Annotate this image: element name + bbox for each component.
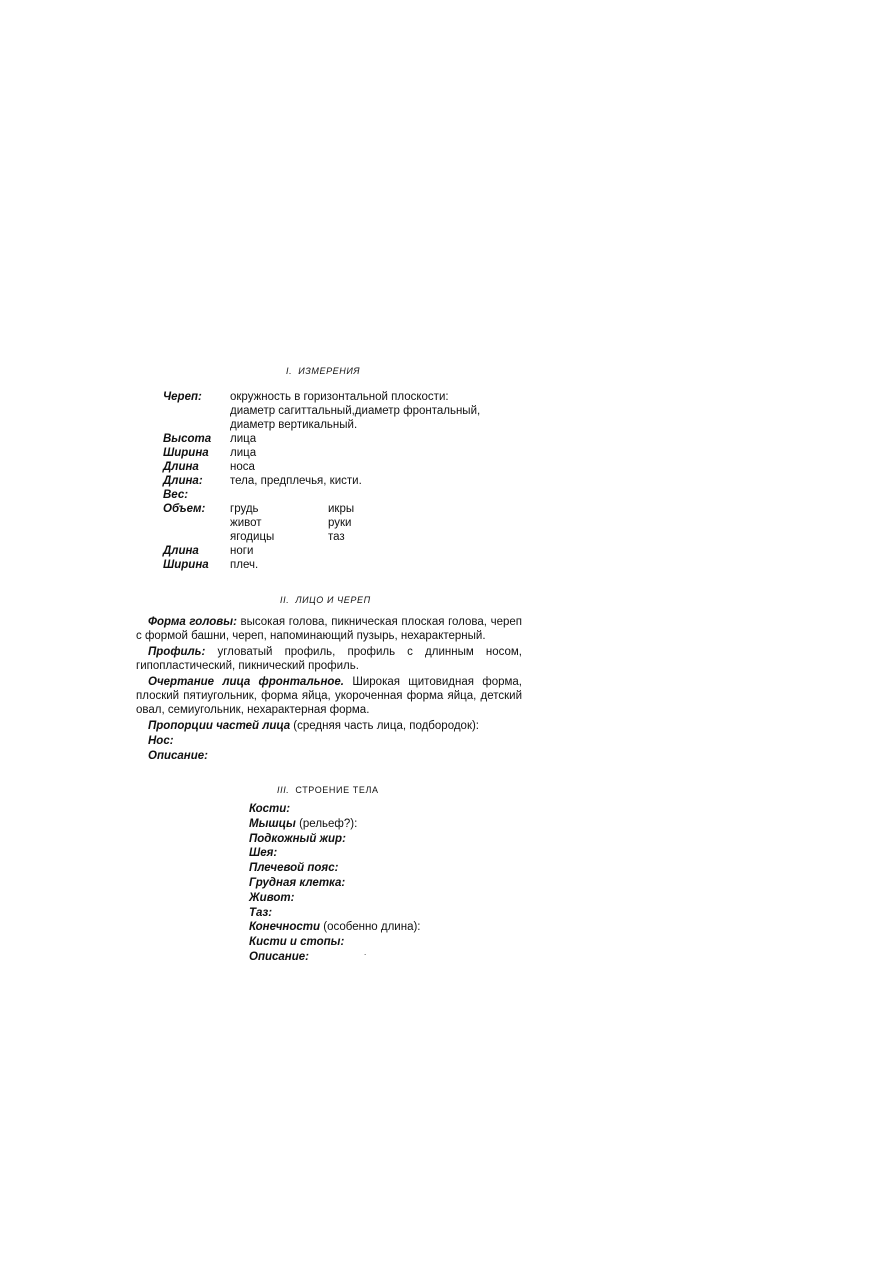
paragraph-nose bbox=[136, 734, 522, 748]
section-2-number: II. bbox=[280, 595, 290, 605]
row-label: Ширина bbox=[163, 447, 209, 459]
row-value: тела, предплечья, кисти. bbox=[230, 475, 362, 487]
paragraph-profile bbox=[136, 645, 522, 673]
paragraph-face-proportions bbox=[136, 719, 522, 733]
paragraph-term: Пропорции частей лица bbox=[148, 720, 291, 732]
row-value: ягодицы bbox=[230, 531, 275, 543]
item-term: Грудная клетка: bbox=[249, 876, 346, 889]
paragraph-description bbox=[136, 749, 522, 763]
list-item bbox=[249, 920, 421, 935]
list-item bbox=[249, 861, 421, 876]
row-label: Вес: bbox=[163, 489, 189, 501]
section-2-heading bbox=[280, 595, 371, 605]
section-2-title: ЛИЦО И ЧЕРЕП bbox=[295, 595, 371, 605]
row-label: Длина bbox=[163, 545, 199, 557]
list-item bbox=[249, 817, 421, 832]
row-label: Длина bbox=[163, 461, 199, 473]
list-item bbox=[249, 802, 421, 817]
item-term: Кисти и стопы: bbox=[249, 936, 345, 949]
item-text: (рельеф?): bbox=[295, 817, 358, 830]
row-label: Высота bbox=[163, 433, 212, 445]
paragraph-term: Описание: bbox=[148, 750, 208, 762]
row-value: носа bbox=[230, 461, 255, 473]
row-label: Череп: bbox=[163, 391, 202, 403]
item-term: Описание: bbox=[249, 950, 309, 963]
section-3-title: СТРОЕНИЕ ТЕЛА bbox=[295, 785, 379, 795]
section-1-title: ИЗМЕРЕНИЯ bbox=[298, 366, 361, 376]
row-value: живот bbox=[230, 517, 262, 529]
list-item bbox=[249, 846, 421, 861]
row-value: грудь bbox=[230, 503, 259, 515]
section-3-heading bbox=[277, 785, 379, 795]
list-item bbox=[249, 876, 421, 891]
item-term: Кости: bbox=[249, 803, 291, 815]
list-item bbox=[249, 906, 421, 921]
row-value: диаметр вертикальный. bbox=[230, 419, 358, 431]
paragraph-term: Очертание лица фронтальное. bbox=[148, 676, 345, 688]
row-value: лица bbox=[230, 447, 257, 459]
row-value-2: руки bbox=[328, 517, 352, 529]
row-value: диаметр сагиттальный,диаметр фронтальный, bbox=[230, 405, 481, 417]
row-label: Ширина bbox=[163, 559, 209, 571]
item-term: Таз: bbox=[249, 906, 273, 919]
item-term: Живот: bbox=[249, 891, 295, 904]
paragraph-text: высокая голова, пикническая плоская голова, череп с формой башни, череп, напоминающий пузырь, нехарактерный. bbox=[136, 616, 522, 643]
item-term: Подкожный жир: bbox=[249, 832, 346, 845]
row-value-2: икры bbox=[328, 503, 355, 515]
item-text: (особенно длина): bbox=[320, 921, 421, 934]
row-label: Объем: bbox=[163, 503, 206, 515]
trailing-mark: . bbox=[364, 948, 367, 957]
row-value: плеч. bbox=[230, 559, 259, 571]
paragraph-term: Форма головы: bbox=[148, 616, 237, 628]
paragraph-term: Профиль: bbox=[148, 646, 206, 658]
paragraph-term: Нос: bbox=[148, 735, 174, 747]
section-1-heading bbox=[286, 366, 360, 376]
list-item bbox=[249, 950, 421, 965]
list-item bbox=[249, 935, 421, 950]
section-1-number: I. bbox=[286, 366, 293, 376]
section-3-number: III. bbox=[277, 785, 290, 795]
row-value: лица bbox=[230, 433, 257, 445]
body-structure-list bbox=[249, 802, 421, 965]
list-item bbox=[249, 891, 421, 906]
paragraph-face-outline bbox=[136, 675, 522, 718]
paragraph-head-shape bbox=[136, 615, 522, 643]
item-term: Шея: bbox=[249, 847, 278, 860]
item-term: Конечности bbox=[249, 921, 321, 934]
paragraph-text: (средняя часть лица, подбородок): bbox=[290, 720, 479, 732]
item-term: Мышцы bbox=[249, 817, 296, 830]
row-value: окружность в горизонтальной плоскости: bbox=[230, 391, 449, 403]
paragraph-text: угловатый профиль, профиль с длинным носом, гипопластический, пикнический профиль. bbox=[136, 646, 522, 673]
item-term: Плечевой пояс: bbox=[249, 862, 339, 875]
paragraph-text: Широкая щитовидная форма, плоский пятиугольник, форма яйца, укороченная форма яйца, детский овал, семиугольник, нехарактерная форма. bbox=[136, 676, 522, 717]
row-value-2: таз bbox=[328, 531, 345, 543]
row-value: ноги bbox=[230, 545, 254, 557]
list-item bbox=[249, 832, 421, 847]
row-label: Длина: bbox=[163, 475, 203, 487]
